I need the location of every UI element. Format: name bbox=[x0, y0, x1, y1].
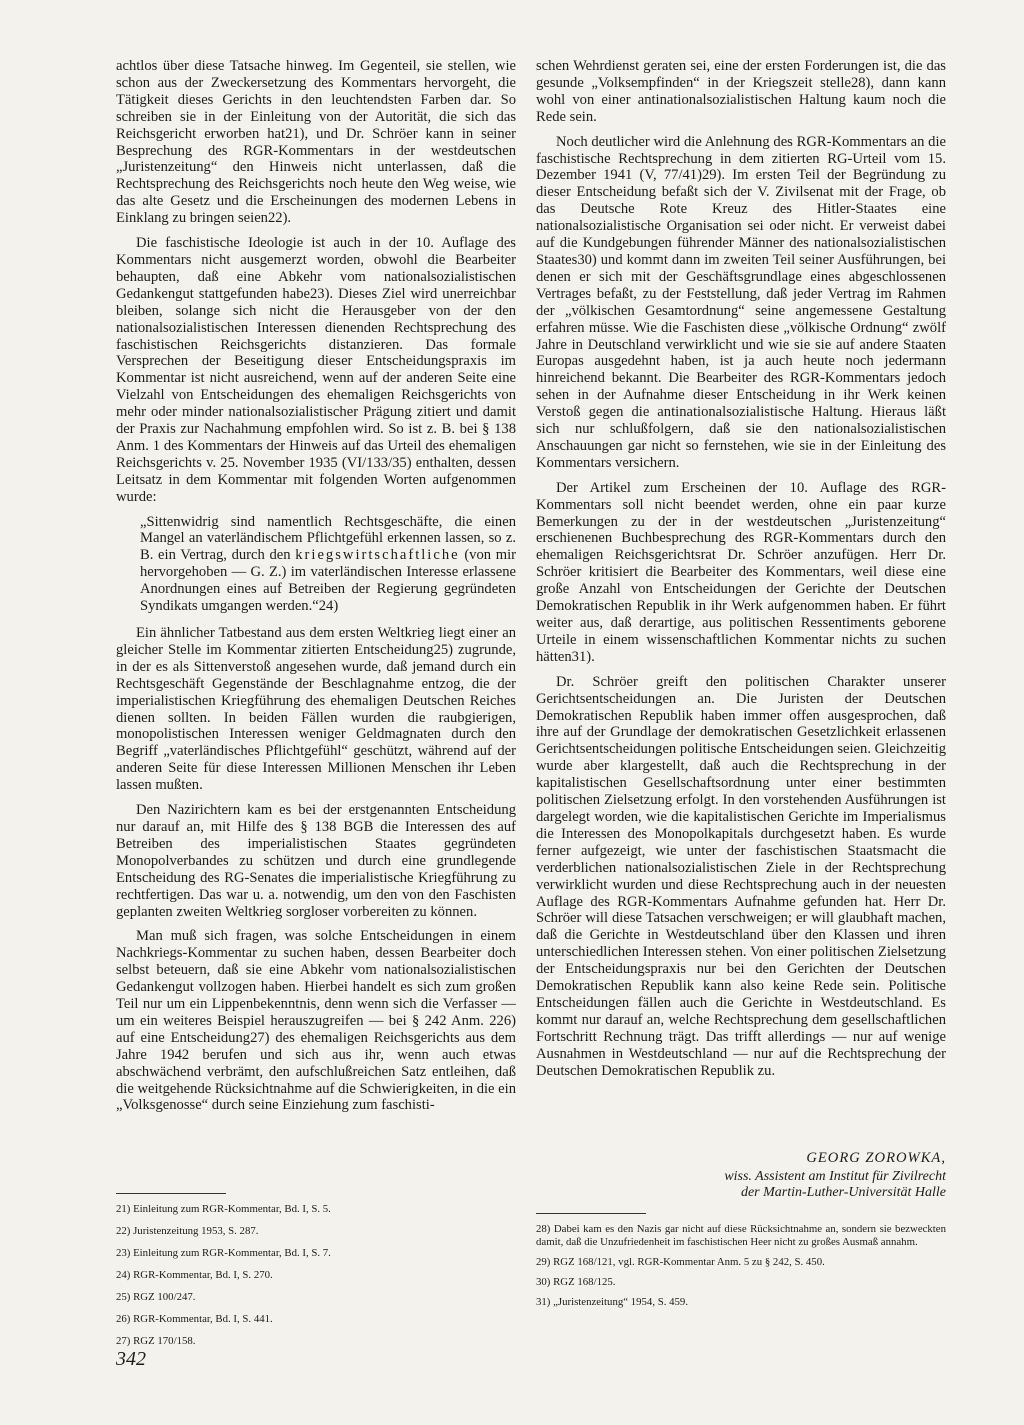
page-number: 342 bbox=[116, 1348, 146, 1370]
footnote: 26) RGR-Kommentar, Bd. I, S. 441. bbox=[116, 1313, 273, 1325]
footnote: 31) „Juristenzeitung“ 1954, S. 459. bbox=[536, 1296, 689, 1308]
footnote: 21) Einleitung zum RGR-Kommentar, Bd. I, S. 5. bbox=[116, 1203, 331, 1215]
author-name: GEORG ZOROWKA, bbox=[806, 1150, 946, 1166]
quote-text: (von mir hervorgehoben — G. Z.) im vaterländischen Interesse erlassene Anordnungen eines auf Betreiben der Regierung gegründeten Syndikats umgangen werden.“24) bbox=[140, 547, 517, 615]
footnote: 27) RGZ 170/158. bbox=[116, 1335, 196, 1347]
emphasized-word: kriegswirtschaftliche bbox=[295, 547, 460, 564]
footnote-divider bbox=[536, 1213, 646, 1214]
left-text-column bbox=[116, 58, 516, 1122]
footnote: 22) Juristenzeitung 1953, S. 287. bbox=[116, 1225, 259, 1237]
paragraph: Dr. Schröer greift den politischen Charakter unserer Gerichtsentscheidungen an. Die Juristen der Deutschen Demokratischen Republik haben immer offen ausgesprochen, daß ihre auf der Grundlage der demokratischen Gesetzlichkeit erlassenen Gerichtsentscheidungen politische Entscheidungen seien. Gleichzeitig wurde aber klargestellt, daß auch die Rechtsprechung in der kapitalistischen Gesellschaftsordnung unter einer bestimmten politischen Zielsetzung erfolgt. In den vorstehenden Ausführungen ist dargelegt worden, wie die kapitalistischen Gerichte im Imperialismus die Interessen des Monopolkapitals durchgesetzt haben. Es wurde ferner aufgezeigt, wie unter der faschistischen Staatsmacht die verderblichen nationalsozialistischen Ziele in der Rechtsprechung verwirklicht wurden und diese Rechtsprechung auch in der neuesten Auflage des RGR-Kommentars Aufnahme gefunden hat. Herr Dr. Schröer will diese Tatsachen verschweigen; er will glaubhaft machen, daß die Gerichte in Westdeutschland über den Klassen und ihren unterschiedlichen Interessen stehen. Von einer politischen Zielsetzung der Entscheidungspraxis nur bei den Gerichten der Deutschen Demokratischen Republik kann also keine Rede sein. Politische Entscheidungen fällen auch die Gerichte in Westdeutschland. Es kommt nur darauf an, welche Rechtsprechung dem gesellschaftlichen Fortschritt Rechnung trägt. Das trifft allerdings — nur auf wenige Ausnahmen in Westdeutschland — nur auf die Rechtsprechung der Deutschen Demokratischen Republik zu. bbox=[536, 673, 946, 1079]
paragraph: Den Nazirichtern kam es bei der erstgenannten Entscheidung nur darauf an, mit Hilfe des § 138 BGB die Interessen des auf Betreiben des imperialistischen Staates gegründeten Monopolverbandes zu schützen und durch eine grundlegende Entscheidung des RG-Senates die imperialistische Kriegführung zu rechtfertigen. Das war u. a. notwendig, um den von den Faschisten geplanten zweiten Weltkrieg sorgloser vorbereiten zu können. bbox=[116, 802, 516, 920]
paragraph: Man muß sich fragen, was solche Entscheidungen in einem Nachkriegs-Kommentar zu suchen haben, dessen Bearbeiter doch selbst beteuern, daß sie eine Abkehr vom nationalsozialistischen Gedankengut vollzogen haben. Hierbei handelt es sich zum großen Teil nur um ein Lippenbekenntnis, denn wenn sich die Verfasser — um ein weiteres Beispiel herauszugreifen — bei § 242 Anm. 226) auf eine Entscheidung27) des ehemaligen Reichsgerichts aus dem Jahre 1942 berufen und sich aus ihr, wenn auch etwas abschwächend verbrämt, den aufschlußreichen Satz entleihen, daß die weitgehende Rücksichtnahme auf die Schwierigkeiten, in die ein „Volksgenosse“ durch seine Einziehung zum faschisti- bbox=[116, 928, 516, 1114]
footnote: 30) RGZ 168/125. bbox=[536, 1276, 616, 1288]
block-quote bbox=[140, 514, 516, 615]
footnote: 29) RGZ 168/121, vgl. RGR-Kommentar Anm. 5 zu § 242, S. 450. bbox=[536, 1256, 825, 1268]
paragraph: Der Artikel zum Erscheinen der 10. Auflage des RGR-Kommentars soll nicht beendet werden, ohne ein paar kurze Bemerkungen zu der in der westdeutschen „Juristenzeitung“ erschienenen Buchbesprechung des RGR-Kommentars durch den ehemaligen Reichsgerichtsrat Dr. Schröer anzufügen. Herr Dr. Schröer kritisiert die Bearbeiter des Kommentars, weil diese eine große Anzahl von Entscheidungen der Gerichte der Deutschen Demokratischen Republik in ihr Werk aufgenommen haben. Er führt weiter aus, daß derartige, aus politischen Ressentiments geborene Urteile in einem wissenschaftlichen Kommentar nichts zu suchen hätten31). bbox=[536, 479, 946, 665]
paragraph: achtlos über diese Tatsache hinweg. Im Gegenteil, sie stellen, wie schon aus der Zweckersetzung des Kommentars hervorgeht, die Tätigkeit dieses Gerichts in den leuchtendsten Farben dar. So schreiben sie in der Einleitung von der Autorität, die sich das Reichsgericht erworben hat21), und Dr. Schröer kann in seiner Besprechung des RGR-Kommentars in der westdeutschen „Juristenzeitung“ den Hinweis nicht unterlassen, daß die Rechtsprechung des Reichsgerichts noch heute den Weg weise, wie das alte Gesetz und die Erscheinungen des modernen Lebens in Einklang zu bringen seien22). bbox=[116, 58, 516, 227]
affiliation-line: wiss. Assistent am Institut für Zivilrecht bbox=[724, 1169, 946, 1184]
footnote: 25) RGZ 100/247. bbox=[116, 1291, 196, 1303]
right-text-column bbox=[536, 58, 946, 1087]
paragraph: schen Wehrdienst geraten sei, eine der ersten Forderungen ist, die das gesunde „Volksempfinden“ in der Kriegszeit stelle28), dann kann wohl von einer antinationalsozialistischen Haltung kaum noch die Rede sein. bbox=[536, 58, 946, 125]
quote-text: „Sittenwidrig sind namentlich Rechtsgeschäfte, die einen Mangel an vaterländischem Pflichtgefühl erkennen lassen, so z. B. ein Vertrag, durch den bbox=[140, 513, 516, 564]
paragraph: Ein ähnlicher Tatbestand aus dem ersten Weltkrieg liegt einer an gleicher Stelle im Kommentar zitierten Entscheidung25) zugrunde, in der es als Sittenverstoß angesehen wurde, daß jemand durch ein Rechtsgeschäft Gegenstände der Beschlagnahme entzog, die der imperialistischen Kriegführung des ehemaligen Deutschen Reiches dienen sollten. In beiden Fällen wurden die raubgierigen, monopolistischen Interessen weniger Geldmagnaten durch den Begriff „vaterländisches Pflichtgefühl“ geschützt, während auf der anderen Seite für diese Interessen Millionen Menschen ihr Leben lassen mußten. bbox=[116, 625, 516, 794]
affiliation-line: der Martin-Luther-Universität Halle bbox=[740, 1185, 946, 1200]
footnote-divider bbox=[116, 1193, 226, 1194]
paragraph: Die faschistische Ideologie ist auch in der 10. Auflage des Kommentars nicht ausgemerzt worden, obwohl die Bearbeiter behaupten, daß eine Abkehr vom nationalsozialistischen Gedankengut stattgefunden habe23). Dieses Ziel wird unerreichbar bleiben, solange sich nicht die Herausgeber von der den nationalsozialistischen Interessen dienenden Rechtsprechung des faschistischen Reichsgerichts distanzieren. Das formale Versprechen der Beseitigung dieser Entscheidungspraxis im Kommentar ist nicht ausreichend, wenn auf der anderen Seite eine Vielzahl von Entscheidungen des ehemaligen Reichsgerichts von mehr oder minder nationalsozialistischer Prägung zitiert und damit der Praxis zur Nachahmung empfohlen wird. So ist z. B. bei § 138 Anm. 1 des Kommentars der Hinweis auf das Urteil des ehemaligen Reichsgerichts v. 25. November 1935 (VI/133/35) enthalten, dessen Leitsatz in dem Kommentar mit folgenden Worten aufgenommen wurde: bbox=[116, 235, 516, 505]
footnotes-left bbox=[116, 1203, 516, 1357]
footnotes-right bbox=[536, 1223, 946, 1316]
paragraph: Noch deutlicher wird die Anlehnung des RGR-Kommentars an die faschistische Rechtsprechung in dem zitierten RG-Urteil vom 15. Dezember 1941 (V, 77/41)29). Im ersten Teil der Begründung zu dieser Entscheidung befaßt sich der V. Zivilsenat mit der Frage, ob das Deutsche Rote Kreuz des Hitler-Staates eine nationalsozialistische Organisation sei oder nicht. Er verweist dabei auf die Kundgebungen führender Männer des nationalsozialistischen Staates30) und kommt dann im zweiten Teil seiner Ausführungen, bei denen er sich mit der Geschäftsgrundlage eines abgeschlossenen Vertrages befaßt, zu der Feststellung, daß jeder Vertrag im Rahmen der „völkischen Gesamtordnung“ seine angemessene Gestaltung erfahren müsse. Wie die Faschisten diese „völkische Ordnung“ zwölf Jahre in Deutschland verwirklicht und wie sie sie auf andere Staaten Europas ausgedehnt haben, ist ja auch heute noch jedermann hinreichend bekannt. Die Bearbeiter des RGR-Kommentars jedoch sehen in der Aufnahme dieser Entscheidung in ihr Werk keinen Verstoß gegen die antinationalsozialistische Haltung. Hieraus läßt sich nur schlußfolgern, daß sie den nationalsozialistischen Anschauungen gar nicht so fernstehen, wie sie in der Einleitung des Kommentars versichern. bbox=[536, 133, 946, 471]
footnote: 28) Dabei kam es den Nazis gar nicht auf diese Rücksichtnahme an, sondern sie bezweckten damit, daß die Unzufriedenheit im faschistischen Heer nicht zu großes Ausmaß annahm. bbox=[536, 1223, 946, 1248]
footnote: 24) RGR-Kommentar, Bd. I, S. 270. bbox=[116, 1269, 273, 1281]
footnote: 23) Einleitung zum RGR-Kommentar, Bd. I, S. 7. bbox=[116, 1247, 331, 1259]
author-affiliation bbox=[536, 1169, 946, 1201]
